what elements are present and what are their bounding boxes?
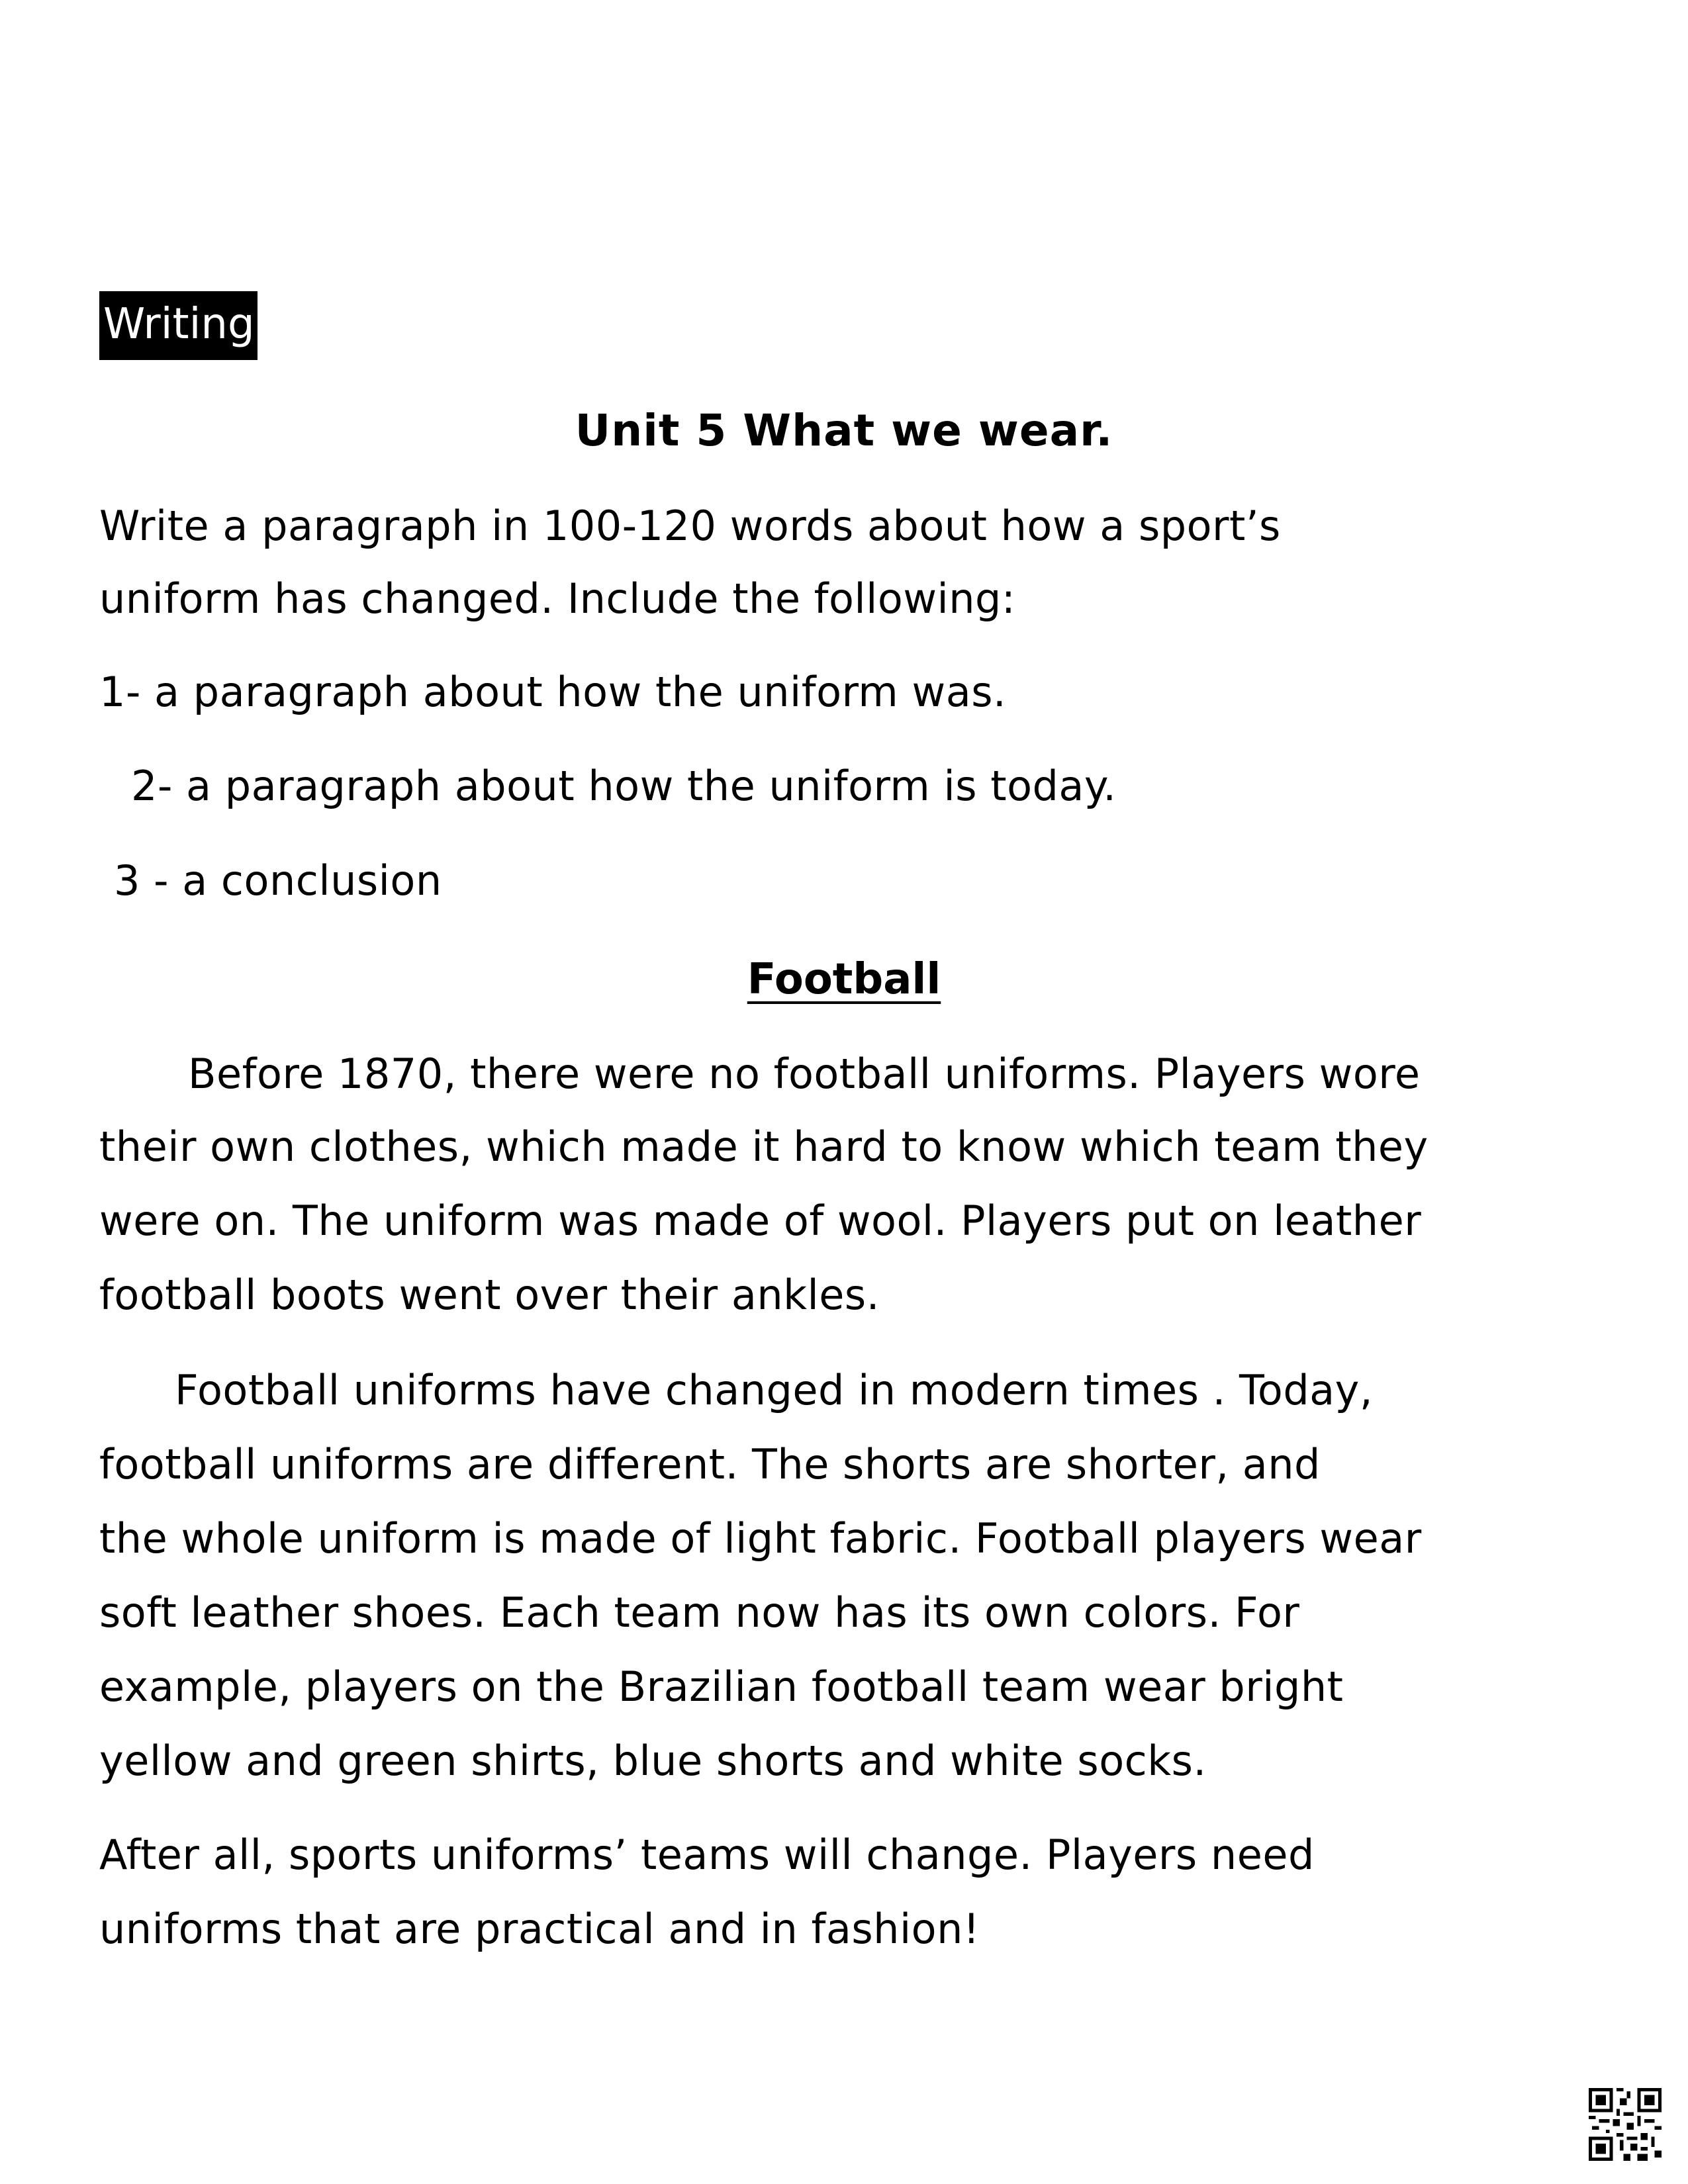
essay-line: example, players on the Brazilian football team wear bright [99,1662,1344,1711]
instruction-line: uniform has changed. Include the following: [99,574,1016,623]
instruction-item: 3 - a conclusion [114,856,442,905]
conclusion-line: After all, sports uniforms’ teams will change. Players need [99,1831,1315,1879]
essay-line: yellow and green shirts, blue shorts and white socks. [99,1737,1207,1785]
qr-code-icon [1589,2088,1662,2161]
essay-line: were on. The uniform was made of wool. Players put on leather [99,1197,1422,1245]
instruction-item: 1- a paragraph about how the uniform was. [99,668,1007,716]
essay-line: Football uniforms have changed in modern times . Today, [175,1366,1374,1414]
instruction-line: Write a paragraph in 100-120 words about how a sport’s [99,502,1281,550]
essay-line: soft leather shoes. Each team now has its own colors. For [99,1588,1300,1637]
essay-line: football boots went over their ankles. [99,1271,880,1319]
conclusion-line: uniforms that are practical and in fashion! [99,1905,980,1953]
essay-line: Before 1870, there were no football uniforms. Players wore [188,1050,1421,1098]
unit-title: Unit 5 What we wear. [575,405,1113,456]
section-tag: Writing [99,291,258,360]
essay-line: their own clothes, which made it hard to know which team they [99,1122,1429,1171]
essay-line: football uniforms are different. The shorts are shorter, and [99,1440,1321,1488]
essay-heading: Football [747,955,941,1004]
instruction-item: 2- a paragraph about how the uniform is today. [131,762,1117,810]
essay-line: the whole uniform is made of light fabric. Football players wear [99,1514,1422,1563]
